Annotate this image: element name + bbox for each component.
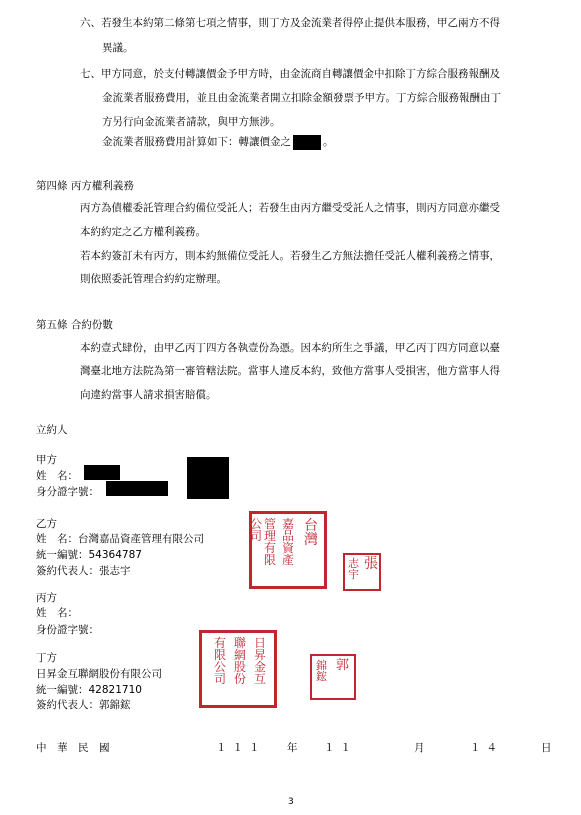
- clause-6-line2: 異議。: [102, 42, 134, 54]
- party-b-tax-id-line: 統一編號：54364787: [36, 549, 142, 561]
- party-d-company: 日昇金互聯網股份有限公司: [36, 668, 162, 680]
- date-day-unit: 日: [541, 742, 552, 754]
- date-day: １４: [470, 742, 503, 754]
- party-b-name-line: 姓 名：台灣嘉品資產管理有限公司: [36, 533, 204, 545]
- redacted-percentage: [293, 135, 321, 150]
- redacted-party-a-id: [106, 481, 168, 496]
- date-month-unit: 月: [414, 742, 425, 754]
- party-b-company-seal: 台 灣 嘉 品 資 產 管 理 有 限 公 司: [249, 511, 327, 589]
- party-a-label: 甲方: [36, 454, 57, 466]
- article-4-heading: 第四條 丙方權利義務: [36, 180, 134, 192]
- party-c-id-label: 身份證字號：: [36, 624, 99, 636]
- date-month: １１: [324, 742, 357, 754]
- redacted-party-a-name: [84, 465, 120, 480]
- party-a-name-label: 姓 名：: [36, 470, 78, 482]
- party-b-label: 乙方: [36, 518, 57, 530]
- redacted-party-a-seal: [187, 457, 229, 499]
- article-5-heading: 第五條 合約份數: [36, 319, 113, 331]
- party-d-tax-id-line: 統一編號：42821710: [36, 684, 142, 696]
- party-c-name-label: 姓 名：: [36, 607, 78, 619]
- party-a-id-label: 身分證字號：: [36, 486, 99, 498]
- clause-7-line4-text: 金流業者服務費用計算如下：轉讓價金之: [102, 136, 291, 148]
- signatories-title: 立約人: [36, 424, 68, 436]
- article-4-p2-line1: 若本約簽訂未有丙方，則本約無備位受託人。若發生乙方無法擔任受託人權利義務之情事，: [80, 250, 500, 262]
- clause-7-line1: 七、甲方同意，於支付轉讓價金予甲方時，由金流商自轉讓價金中扣除丁方綜合服務報酬及: [80, 68, 500, 80]
- party-b-rep-seal: 張 志 宇: [343, 553, 381, 591]
- page-number: 3: [288, 797, 294, 807]
- date-year-unit: 年: [287, 742, 298, 754]
- article-4-p1-line1: 丙方為債權委託管理合約備位受託人；若發生由丙方繼受受託人之情事，則丙方同意亦繼受: [80, 202, 500, 214]
- article-5-line3: 向違約當事人請求損害賠償。: [80, 389, 217, 401]
- party-d-rep-seal: 郭 錦 鋐: [310, 654, 356, 700]
- party-b-rep-line: 簽約代表人：張志宇: [36, 565, 131, 577]
- clause-7-line3: 方另行向金流業者請款，與甲方無涉。: [102, 116, 281, 128]
- article-5-line2: 灣臺北地方法院為第一審管轄法院。當事人違反本約，致他方當事人受損害，他方當事人得: [80, 365, 500, 377]
- clause-7-line2: 金流業者服務費用，並且由金流業者開立扣除金額發票予甲方。丁方綜合服務報酬由丁: [102, 92, 501, 104]
- party-d-label: 丁方: [36, 652, 57, 664]
- clause-6-line1: 六、若發生本約第二條第七項之情事，則丁方及金流業者得停止提供本服務，甲乙兩方不得: [80, 17, 500, 29]
- date-year: １１１: [216, 742, 266, 754]
- date-era: 中 華 民 國: [36, 742, 110, 754]
- article-4-p1-line2: 本約約定之乙方權利義務。: [80, 226, 206, 238]
- article-5-line1: 本約壹式肆份，由甲乙丙丁四方各執壹份為憑。因本約所生之爭議，甲乙丙丁四方同意以臺: [80, 342, 500, 354]
- party-c-label: 丙方: [36, 592, 57, 604]
- clause-7-line4-end: 。: [323, 136, 334, 148]
- clause-7-line4: [102, 134, 334, 150]
- article-4-p2-line2: 則依照委託管理合約約定辦理。: [80, 273, 227, 285]
- party-d-company-seal: 日 昇 金 互 聯 網 股 份 有 限 公 司: [199, 630, 277, 708]
- party-d-rep-line: 簽約代表人：郭錦鋐: [36, 699, 131, 711]
